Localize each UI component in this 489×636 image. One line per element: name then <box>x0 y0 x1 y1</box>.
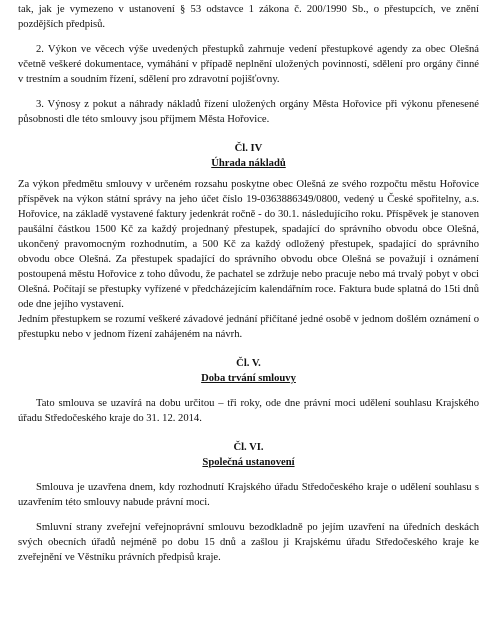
section-5-paragraph-1: Tato smlouva se uzavírá na dobu určitou – tři roky, ode dne právní moci udělení souhlasu Krajského úřadu Středočeského kraje do 31. 12. 2014. <box>18 398 479 424</box>
section-4-paragraph-2: Jedním přestupkem se rozumí veškeré závadové jednání přičítané jedné osobě v jednom došlém oznámení o přestupku nebo v jednom řízení zahájeném na návrh. <box>18 314 479 340</box>
section-5-number: Čl. V. <box>236 358 261 369</box>
section-6-title: Společná ustanovení <box>202 457 295 468</box>
section-6-paragraph-1: Smlouva je uzavřena dnem, kdy rozhodnutí Krajského úřadu Středočeského kraje o udělení souhlasu s uzavřením této smlouvy nabude právní moci. <box>18 482 479 508</box>
point-3-paragraph: 3. Výnosy z pokut a náhrady nákladů řízení uložených orgány Města Hořovice při výkonu přenesené působnosti dle této smlouvy jsou příjmem Města Hořovice. <box>18 99 479 125</box>
section-6-paragraph-2: Smluvní strany zveřejní veřejnoprávní smlouvu bezodkladně po jejím uzavření na úředních deskách svých obecních úřadů nejméně po dobu 15 dnů a zašlou ji Krajskému úřadu Středočeského kraje ke zveřejnění ve Věstníku právních předpisů kraje. <box>18 522 479 563</box>
section-6-number: Čl. VI. <box>233 442 264 453</box>
section-4-paragraph-1: Za výkon předmětu smlouvy v určeném rozsahu poskytne obec Olešná ze svého rozpočtu městu Hořovice příspěvek na výkon státní správy na jeho účet číslo 19-0363886349/0800, vedený u České spořitelny, a.s. Hořovice, na základě vystavené faktury jedenkrát ročně - do 30.1. následujícího roku. Příspěvek je stanoven paušální částkou 1500 Kč za každý projednaný přestupek, spadající do správního obvodu obce Olešná, ukončený pravomocným rozhodnutím, a 500 Kč za každý odložený přestupek, spadající do správního obvodu obce Olešná. Za přestupek spadající do správního obvodu obce Olešná se považují i oznámení postoupená městu Hořovice z toho důvodu, že pachatel se zdržuje nebo pracuje nebo má trvalý pobyt v obci Olešná. Počítají se přestupky vyřízené v předcházejícím kalendářním roce. Faktura bude splatná do 15ti dnů ode dne jejího vystavení. <box>18 179 479 310</box>
section-4-number: Čl. IV <box>234 143 263 154</box>
intro-paragraph: tak, jak je vymezeno v ustanovení § 53 odstavce 1 zákona č. 200/1990 Sb., o přestupcích, ve znění pozdějších předpisů. <box>18 4 479 30</box>
section-5-title: Doba trvání smlouvy <box>201 373 296 384</box>
section-4-title: Úhrada nákladů <box>211 158 286 169</box>
point-2-paragraph: 2. Výkon ve věcech výše uvedených přestupků zahrnuje vedení přestupkové agendy za obec Olešná včetně veškeré dokumentace, vymáhání v případě neplnění uložených povinností, sdělení pro orgány činné v trestním a soudním řízení, sdělení pro zdravotní pojišťovny. <box>18 44 479 85</box>
